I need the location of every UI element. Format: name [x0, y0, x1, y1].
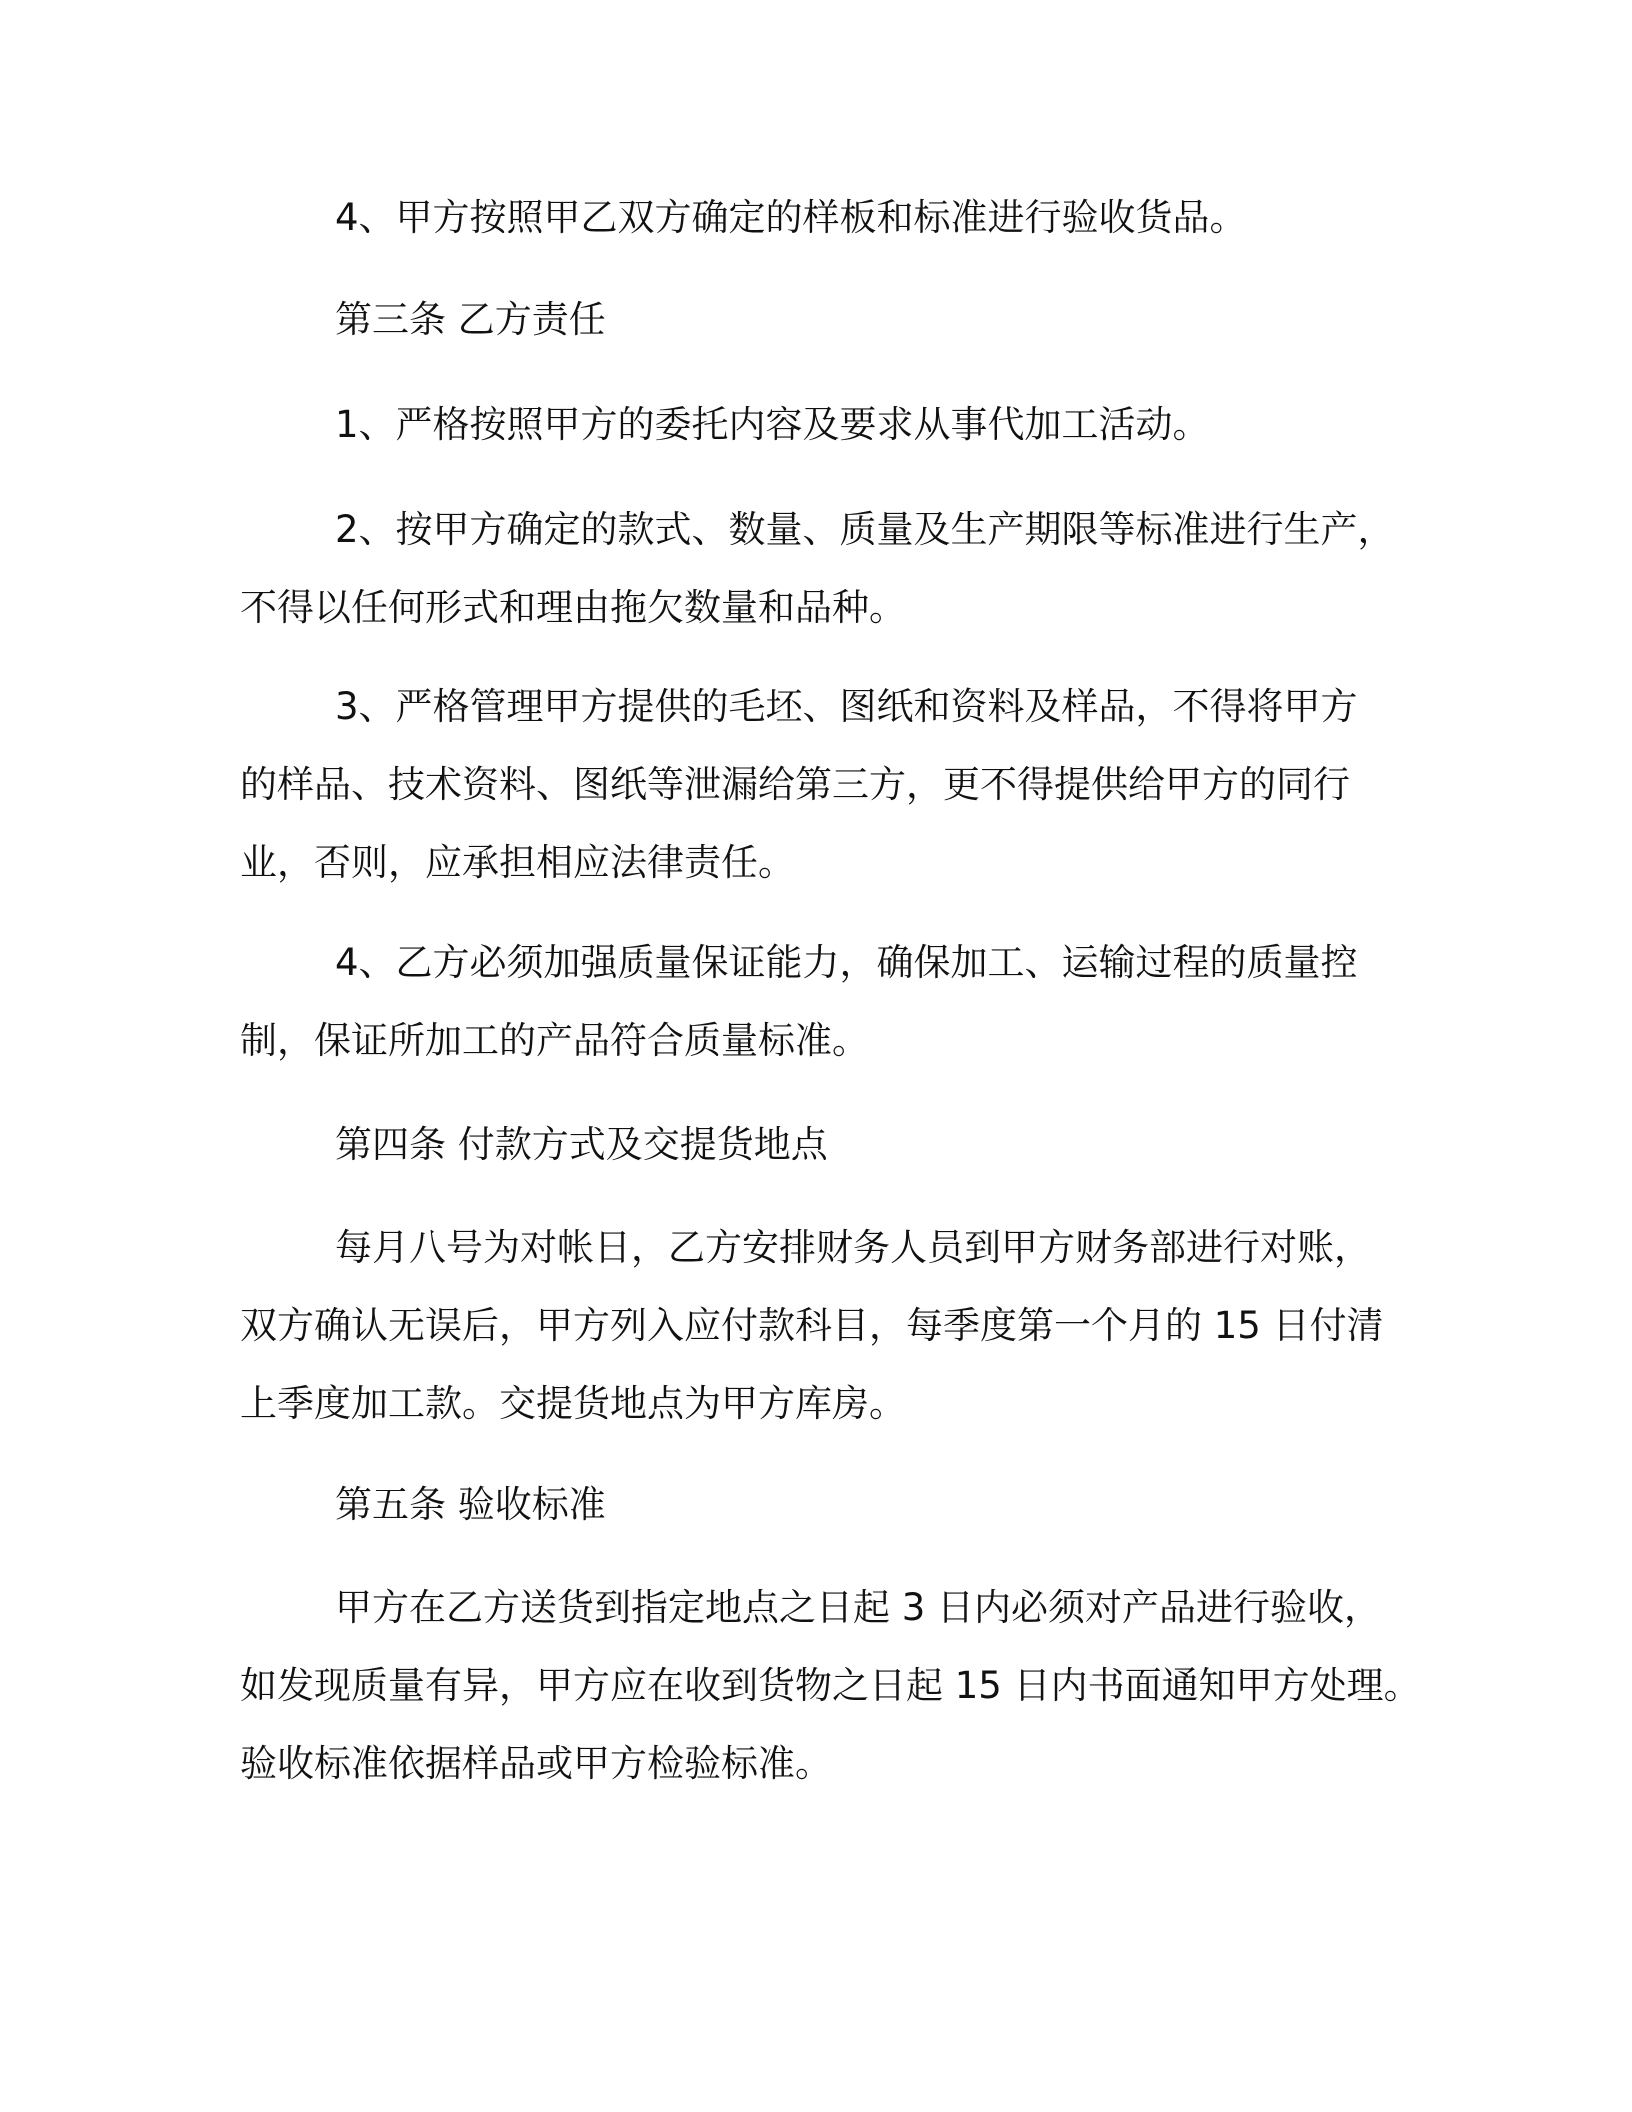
paragraph-acceptance: 甲方在乙方送货到指定地点之日起 3 日内必须对产品进行验收， 如发现质量有异，甲方应在收到货物之日起 15 日内书面通知甲方处理。 验收标准依据样品或甲方检验标准。 [240, 1586, 1421, 1785]
heading-article-4: 第四条 付款方式及交提货地点 [335, 1123, 828, 1166]
paragraph-payment: 每月八号为对帐日，乙方安排财务人员到甲方财务部进行对账， 双方确认无误后，甲方列入应付款科目，每季度第一个月的 15 日付清 上季度加工款。交提货地点为甲方库房。 [240, 1226, 1384, 1425]
paragraph-item-3-party-b: 3、严格管理甲方提供的毛坯、图纸和资料及样品，不得将甲方 的样品、技术资料、图纸等泄漏给第三方，更不得提供给甲方的同行 业，否则，应承担相应法律责任。 [240, 685, 1358, 884]
paragraph-item-2-party-b: 2、按甲方确定的款式、数量、质量及生产期限等标准进行生产， 不得以任何形式和理由拖欠数量和品种。 [240, 508, 1395, 629]
paragraph-item-4-party-a: 4、甲方按照甲乙双方确定的样板和标准进行验收货品。 [335, 196, 1247, 239]
paragraph-item-1-party-b: 1、严格按照甲方的委托内容及要求从事代加工活动。 [335, 403, 1210, 446]
paragraph-item-4-party-b: 4、乙方必须加强质量保证能力，确保加工、运输过程的质量控 制，保证所加工的产品符合质量标准。 [240, 941, 1358, 1062]
heading-article-3: 第三条 乙方责任 [335, 298, 606, 341]
heading-article-5: 第五条 验收标准 [335, 1483, 606, 1526]
